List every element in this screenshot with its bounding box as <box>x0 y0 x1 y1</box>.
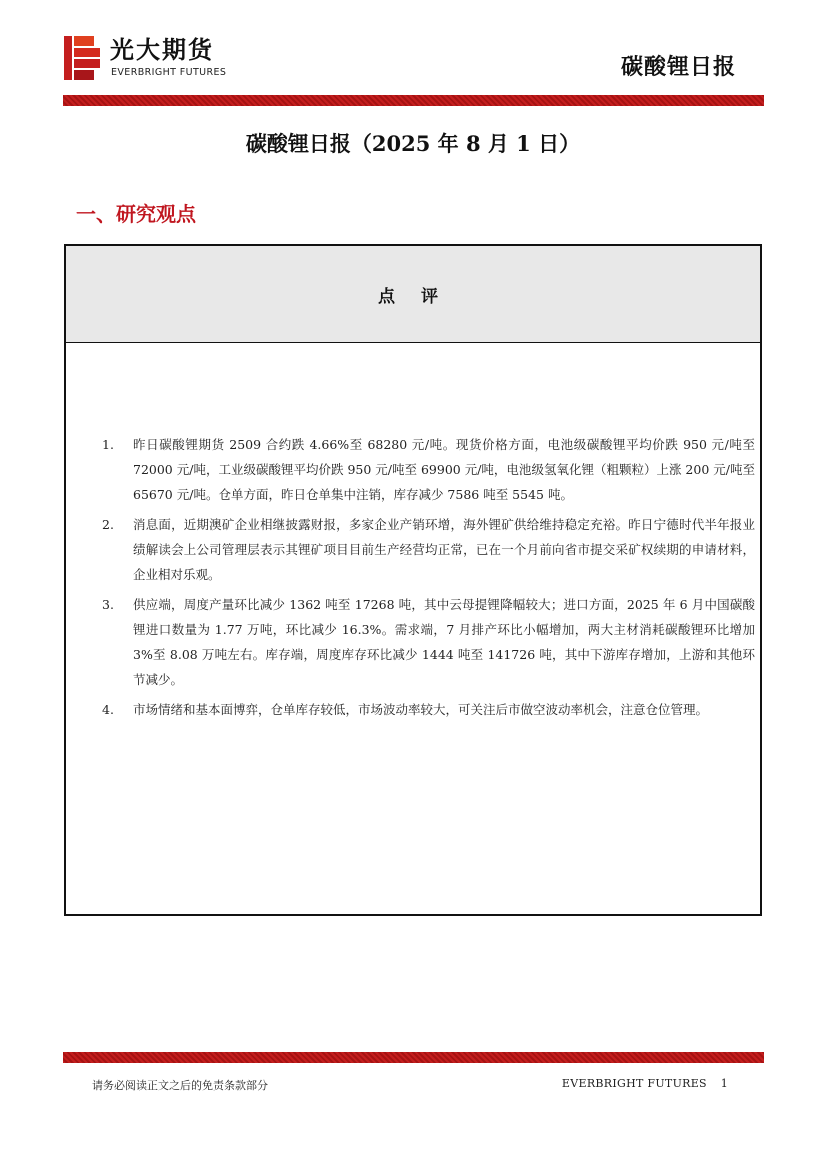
list-item-number: 4. <box>102 702 114 717</box>
everbright-logo-icon <box>64 36 104 80</box>
list-item-text: 市场情绪和基本面博弈，仓单库存较低，市场波动率较大，可关注后市做空波动率机会，注意仓位管理。 <box>133 702 709 717</box>
page-number: 1 <box>720 1077 728 1090</box>
review-box-heading: 点 评 <box>66 246 760 343</box>
list-item <box>66 512 760 587</box>
list-item-text: 消息面，近期澳矿企业相继披露财报，多家企业产销环增，海外锂矿供给维持稳定充裕。昨日宁德时代半年报业绩解读会上公司管理层表示其锂矿项目目前生产经营均正常，已在一个月前向省市提交采矿权续期的申请材料，企业相对乐观。 <box>133 517 755 582</box>
footer-company: EVERBRIGHT FUTURES <box>561 1077 707 1090</box>
list-item-text: 供应端，周度产量环比减少 1362 吨至 17268 吨，其中云母提锂降幅较大；进口方面，2025 年 6 月中国碳酸锂进口数量为 1.77 万吨，环比减少 16.3%。需求端，7 月排产环比小幅增加，两大主材消耗碳酸锂环比增加 3%至 8.08 万吨左右。库存端，周度库存环比减少 1444 吨至 141726 吨，其中下游库存增加，上游和其他环节减少。 <box>133 597 755 687</box>
list-item-number: 2. <box>102 517 114 532</box>
review-list <box>66 432 760 727</box>
footer-info <box>562 1077 728 1090</box>
section-heading: 一、研究观点 <box>76 202 196 226</box>
list-item-number: 3. <box>102 597 114 612</box>
disclaimer-note: 请务必阅读正文之后的免责条款部分 <box>92 1079 268 1092</box>
review-box <box>64 244 762 916</box>
document-title: 碳酸锂日报（2025 年 8 月 1 日） <box>245 131 581 156</box>
list-item-text: 昨日碳酸锂期货 2509 合约跌 4.66%至 68280 元/吨。现货价格方面，电池级碳酸锂平均价跌 950 元/吨至 72000 元/吨，工业级碳酸锂平均价跌 950 元/吨至 69900 元/吨，电池级氢氧化锂（粗颗粒）上涨 200 元/吨至 65670 元/吨。仓单方面，昨日仓单集中注销，库存减少 7586 吨至 5545 吨。 <box>133 437 755 502</box>
brand-name-en: EVERBRIGHT FUTURES <box>111 67 227 78</box>
footer-divider <box>63 1052 764 1063</box>
brand-name-cn: 光大期货 <box>110 36 214 64</box>
list-item-number: 1. <box>102 437 114 452</box>
report-name: 碳酸锂日报 <box>620 54 736 80</box>
header-divider <box>63 95 764 106</box>
list-item <box>66 697 760 722</box>
list-item <box>66 432 760 507</box>
list-item <box>66 592 760 692</box>
